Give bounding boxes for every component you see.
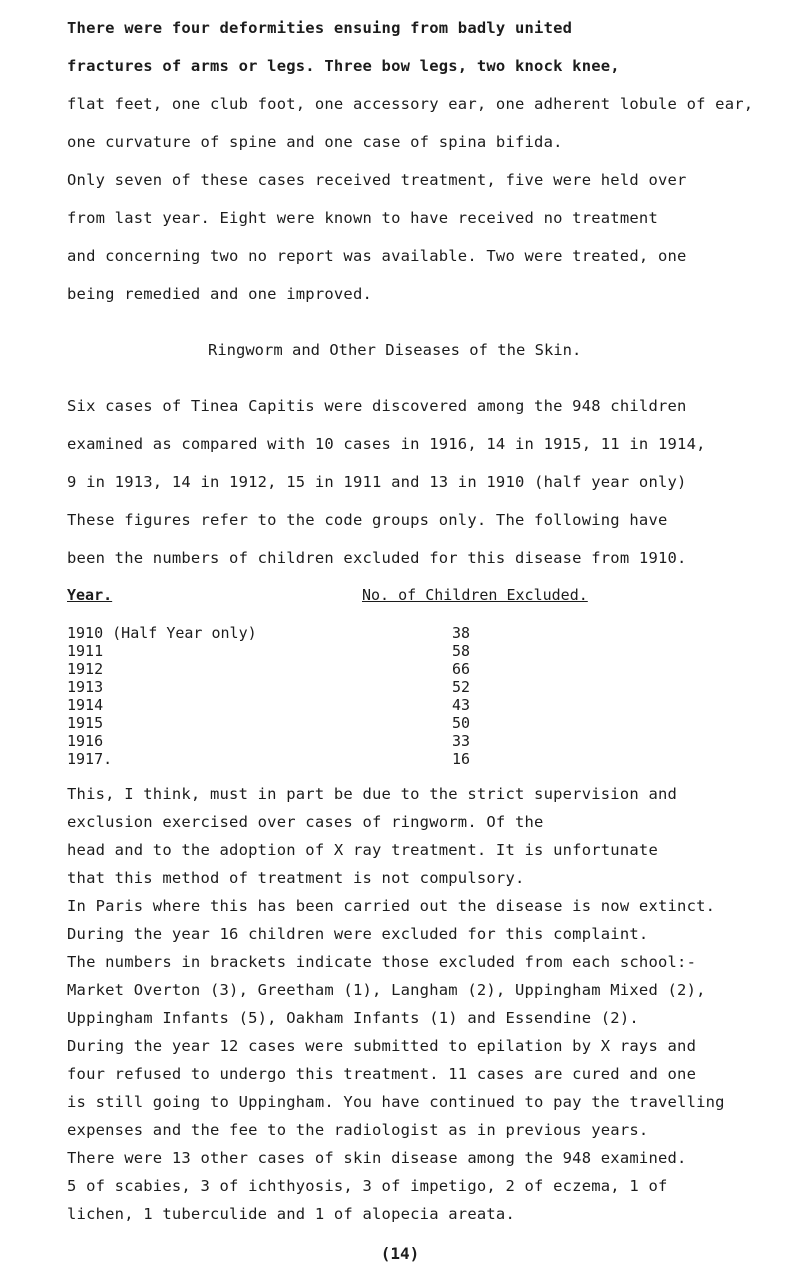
text-line: and concerning two no report was available. Two were treated, one bbox=[67, 247, 687, 265]
table-cell-year: 1915 bbox=[67, 714, 104, 732]
text-line: These figures refer to the code groups only. The following have bbox=[67, 511, 668, 529]
text-line: examined as compared with 10 cases in 1916, 14 in 1915, 11 in 1914, bbox=[67, 435, 706, 453]
table-header-year: Year. bbox=[67, 586, 113, 604]
section-heading: Ringworm and Other Diseases of the Skin. bbox=[208, 341, 582, 359]
table-cell-year: 1913 bbox=[67, 678, 104, 696]
text-line: being remedied and one improved. bbox=[67, 285, 373, 303]
text-line: There were 13 other cases of skin disease among the 948 examined. bbox=[67, 1149, 687, 1167]
text-line: In Paris where this has been carried out the disease is now extinct. bbox=[67, 897, 716, 915]
text-line: fractures of arms or legs. Three bow legs, two knock knee, bbox=[67, 57, 620, 75]
table-cell-count: 16 bbox=[452, 750, 471, 768]
table-cell-year: 1916 bbox=[67, 732, 104, 750]
text-line: head and to the adoption of X ray treatment. It is unfortunate bbox=[67, 841, 658, 859]
text-line: 5 of scabies, 3 of ichthyosis, 3 of impetigo, 2 of eczema, 1 of bbox=[67, 1177, 668, 1195]
table-cell-count: 38 bbox=[452, 624, 471, 642]
text-line: one curvature of spine and one case of spina bifida. bbox=[67, 133, 563, 151]
page-number: (14) bbox=[380, 1244, 420, 1263]
text-line: been the numbers of children excluded for this disease from 1910. bbox=[67, 549, 687, 567]
text-line: 9 in 1913, 14 in 1912, 15 in 1911 and 13 in 1910 (half year only) bbox=[67, 473, 687, 491]
text-line: During the year 12 cases were submitted to epilation by X rays and bbox=[67, 1037, 697, 1055]
text-line: is still going to Uppingham. You have continued to pay the travelling bbox=[67, 1093, 725, 1111]
text-line: During the year 16 children were excluded for this complaint. bbox=[67, 925, 649, 943]
text-line: four refused to undergo this treatment. 11 cases are cured and one bbox=[67, 1065, 697, 1083]
table-cell-count: 66 bbox=[452, 660, 471, 678]
table-cell-year: 1917. bbox=[67, 750, 113, 768]
text-line: that this method of treatment is not compulsory. bbox=[67, 869, 525, 887]
table-cell-year: 1912 bbox=[67, 660, 104, 678]
table-header-count: No. of Children Excluded. bbox=[362, 586, 588, 604]
text-line: flat feet, one club foot, one accessory ear, one adherent lobule of ear, bbox=[67, 95, 754, 113]
text-line: lichen, 1 tuberculide and 1 of alopecia areata. bbox=[67, 1205, 515, 1223]
table-cell-count: 52 bbox=[452, 678, 471, 696]
table-cell-year: 1910 (Half Year only) bbox=[67, 624, 257, 642]
text-line: Six cases of Tinea Capitis were discovered among the 948 children bbox=[67, 397, 687, 415]
text-line: The numbers in brackets indicate those excluded from each school:- bbox=[67, 953, 697, 971]
text-line: Market Overton (3), Greetham (1), Langham (2), Uppingham Mixed (2), bbox=[67, 981, 706, 999]
text-line: There were four deformities ensuing from badly united bbox=[67, 19, 573, 37]
text-line: expenses and the fee to the radiologist as in previous years. bbox=[67, 1121, 649, 1139]
text-line: Uppingham Infants (5), Oakham Infants (1) and Essendine (2). bbox=[67, 1009, 639, 1027]
text-line: from last year. Eight were known to have received no treatment bbox=[67, 209, 658, 227]
table-cell-count: 50 bbox=[452, 714, 471, 732]
text-line: exclusion exercised over cases of ringworm. Of the bbox=[67, 813, 544, 831]
table-cell-count: 43 bbox=[452, 696, 471, 714]
table-cell-count: 58 bbox=[452, 642, 471, 660]
table-cell-year: 1914 bbox=[67, 696, 104, 714]
text-line: Only seven of these cases received treatment, five were held over bbox=[67, 171, 687, 189]
table-cell-year: 1911 bbox=[67, 642, 104, 660]
text-line: This, I think, must in part be due to the strict supervision and bbox=[67, 785, 678, 803]
table-cell-count: 33 bbox=[452, 732, 471, 750]
